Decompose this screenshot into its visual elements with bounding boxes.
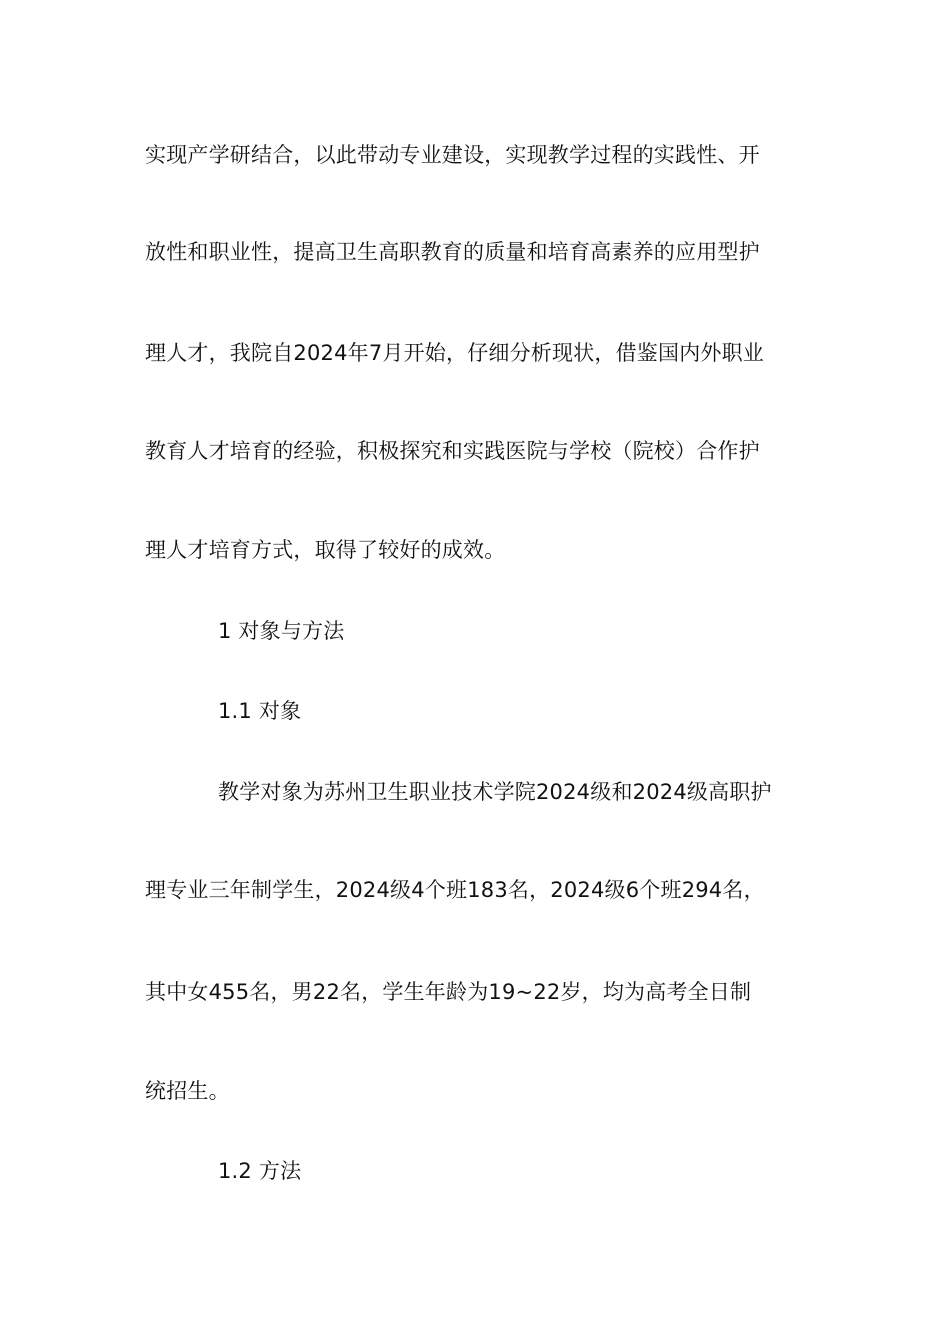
paragraph-line: 教学对象为苏州卫生职业技术学院2024级和2024级高职护 [218,780,772,804]
subsection-heading: 1.1 对象 [218,699,302,723]
paragraph-line: 放性和职业性，提高卫生高职教育的质量和培育高素养的应用型护 [145,240,760,264]
paragraph-line: 理人才培育方式，取得了较好的成效。 [145,538,506,562]
paragraph-line: 统招生。 [145,1079,230,1103]
paragraph-line: 其中女455名，男22名，学生年龄为19~22岁，均为高考全日制 [145,980,752,1004]
paragraph-line: 教育人才培育的经验，积极探究和实践医院与学校（院校）合作护 [145,439,760,463]
paragraph-line: 实现产学研结合，以此带动专业建设，实现教学过程的实践性、开 [145,143,760,167]
subsection-heading: 1.2 方法 [218,1159,302,1183]
paragraph-line: 理专业三年制学生，2024级4个班183名，2024级6个班294名， [145,878,765,902]
section-heading: 1 对象与方法 [218,619,345,643]
paragraph-line: 理人才，我院自2024年7月开始，仔细分析现状，借鉴国内外职业 [145,341,765,365]
